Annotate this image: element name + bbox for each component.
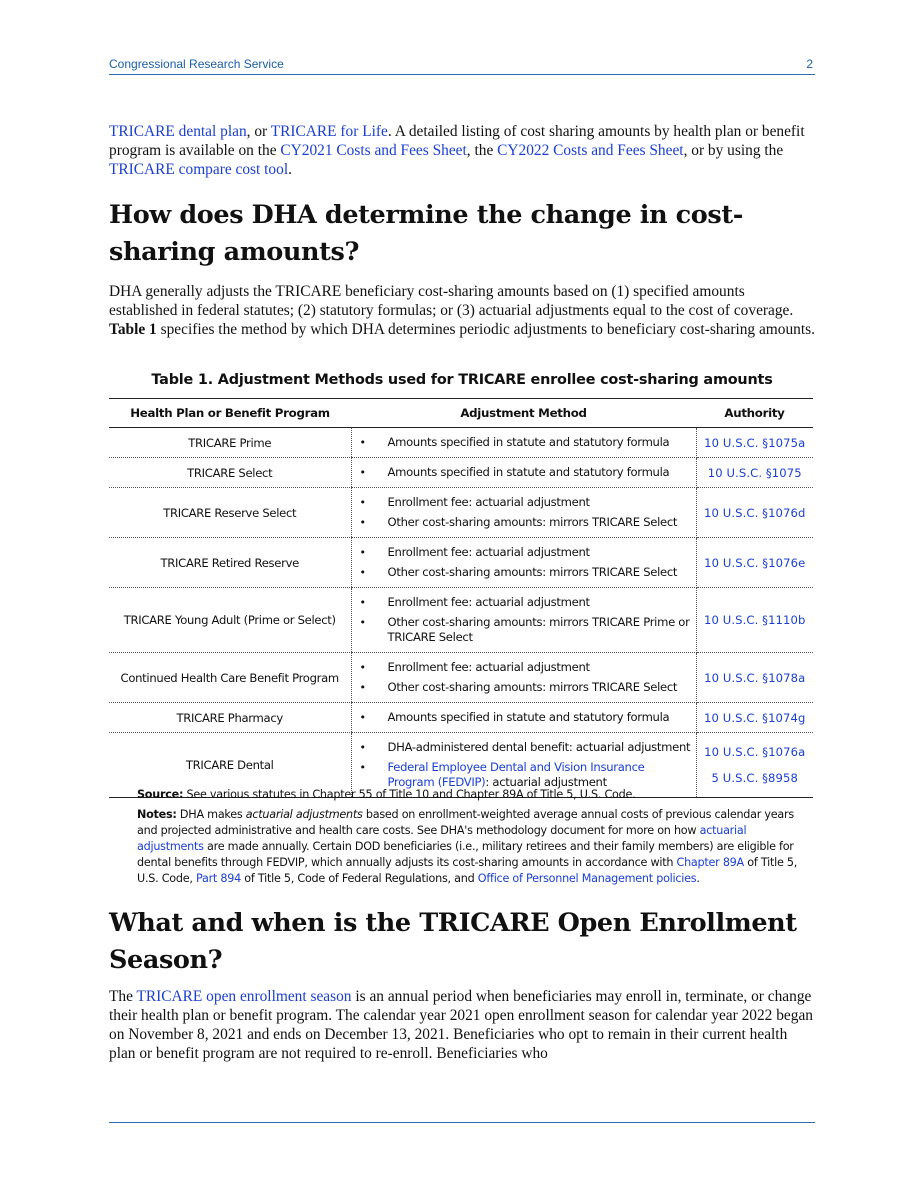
plan-cell: TRICARE Reserve Select (109, 488, 351, 538)
link-opm-policies[interactable]: Office of Personnel Management policies (477, 872, 697, 885)
table-row (109, 458, 813, 488)
link-cy2022-costs[interactable]: CY2022 Costs and Fees Sheet (497, 142, 684, 159)
link-tricare-for-life[interactable]: TRICARE for Life (270, 123, 388, 140)
plan-cell: TRICARE Pharmacy (109, 703, 351, 733)
footer-rule (109, 1122, 815, 1123)
col-header-authority: Authority (696, 399, 813, 428)
header-rule (109, 74, 815, 75)
col-header-plan: Health Plan or Benefit Program (109, 399, 351, 428)
authority-link[interactable]: 10 U.S.C. §1110b (696, 588, 813, 653)
method-cell: • DHA-administered dental benefit: actuarial adjustment • Federal Employee Dental and Vision Insurance Program (FEDVIP): actuarial adjustment (351, 733, 696, 798)
intro-paragraph: TRICARE dental plan, or TRICARE for Life. A detailed listing of cost sharing amounts by health plan or benefit program is available on the CY2021 Costs and Fees Sheet, the CY2022 Costs and Fees Sheet, or by using the TRICARE compare cost tool. (109, 123, 805, 178)
bullet-icon: • (359, 596, 366, 609)
link-cy2021-costs[interactable]: CY2021 Costs and Fees Sheet (280, 142, 467, 159)
authority-link[interactable]: 10 U.S.C. §1076d (696, 488, 813, 538)
method-cell: • Amounts specified in statute and statutory formula (351, 458, 696, 488)
bullet-icon: • (359, 566, 366, 579)
link-part-894[interactable]: Part 894 (195, 872, 241, 885)
table-reference: Table 1 (109, 321, 157, 338)
method-cell: • Amounts specified in statute and statutory formula (351, 428, 696, 458)
method-cell: • Amounts specified in statute and statutory formula (351, 703, 696, 733)
table-caption: Table 1. Adjustment Methods used for TRICARE enrollee cost-sharing amounts (151, 372, 773, 388)
table-row (109, 428, 813, 458)
plan-cell: TRICARE Young Adult (Prime or Select) (109, 588, 351, 653)
authority-link[interactable]: 10 U.S.C. §1075 (696, 458, 813, 488)
link-chapter-89a[interactable]: Chapter 89A (676, 856, 744, 869)
bullet-icon: • (359, 436, 366, 449)
bullet-icon: • (359, 661, 366, 674)
plan-cell: TRICARE Prime (109, 428, 351, 458)
bullet-icon: • (359, 741, 366, 754)
link-actuarial-adjustments[interactable]: actuarial adjustments (137, 824, 747, 853)
method-cell: • Enrollment fee: actuarial adjustment • Other cost-sharing amounts: mirrors TRICARE Prime or TRICARE Select (351, 588, 696, 653)
plan-cell: TRICARE Select (109, 458, 351, 488)
table-row (109, 538, 813, 588)
authority-link[interactable]: 10 U.S.C. §1076a (704, 745, 806, 759)
link-compare-cost-tool[interactable]: TRICARE compare cost tool (109, 161, 289, 178)
table-row (109, 653, 813, 703)
plan-cell: Continued Health Care Benefit Program (109, 653, 351, 703)
section-heading-open-enrollment: What and when is the TRICARE Open Enrollment Season? (109, 908, 797, 975)
authority-link[interactable]: 10 U.S.C. §1078a (696, 653, 813, 703)
link-open-enrollment-season[interactable]: TRICARE open enrollment season (136, 988, 352, 1005)
bullet-icon: • (359, 466, 366, 479)
running-header (109, 57, 815, 75)
adjustment-methods-table (109, 398, 813, 798)
header-org: Congressional Research Service (109, 57, 284, 71)
plan-cell: TRICARE Dental (109, 733, 351, 798)
bullet-icon: • (359, 546, 366, 559)
authority-link[interactable]: 10 U.S.C. §1076e (696, 538, 813, 588)
table-source: Source: See various statutes in Chapter 55 of Title 10 and Chapter 89A of Title 5, U.S. Code. (137, 788, 636, 801)
method-cell: • Enrollment fee: actuarial adjustment • Other cost-sharing amounts: mirrors TRICARE Select (351, 488, 696, 538)
bullet-icon: • (359, 616, 366, 629)
bullet-icon: • (359, 711, 366, 724)
table-row (109, 588, 813, 653)
bullet-icon: • (359, 681, 366, 694)
table-row (109, 488, 813, 538)
authority-link[interactable]: 10 U.S.C. §1074g (696, 703, 813, 733)
section2-paragraph: The TRICARE open enrollment season is an annual period when beneficiaries may enroll in, terminate, or change their health plan or benefit program. The calendar year 2021 open enrollment season for calendar year 2022 began on November 8, 2021 and ends on December 13, 2021. Beneficiaries who opt to remain in their current health plan or benefit program are not required to re-enroll. Beneficiaries who (109, 988, 813, 1062)
table-notes: Notes: DHA makes actuarial adjustments based on enrollment-weighted average annual costs of previous calendar years and projected administrative and health care costs. See DHA's methodology document for more on how actuarial adjustments are made annually. Certain DOD beneficiaries (i.e., military retirees and their family members) are eligible for dental benefits through FEDVIP, which annually adjusts its cost-sharing amounts in accordance with Chapter 89A of Title 5, U.S. Code, Part 894 of Title 5, Code of Federal Regulations, and Office of Personnel Management policies. (137, 808, 798, 885)
bullet-icon: • (359, 761, 366, 774)
bullet-icon: • (359, 496, 366, 509)
link-fedvip[interactable]: Federal Employee Dental and Vision Insurance Program (FEDVIP) (387, 760, 645, 789)
bullet-icon: • (359, 516, 366, 529)
col-header-method: Adjustment Method (351, 399, 696, 428)
method-cell: • Enrollment fee: actuarial adjustment • Other cost-sharing amounts: mirrors TRICARE Select (351, 653, 696, 703)
link-tricare-dental-plan[interactable]: TRICARE dental plan (109, 123, 247, 140)
authority-link[interactable]: 10 U.S.C. §1075a (696, 428, 813, 458)
table-row (109, 703, 813, 733)
method-cell: • Enrollment fee: actuarial adjustment • Other cost-sharing amounts: mirrors TRICARE Select (351, 538, 696, 588)
table-header-row (109, 399, 813, 428)
section1-paragraph: DHA generally adjusts the TRICARE beneficiary cost-sharing amounts based on (1) specified amounts established in federal statutes; (2) statutory formulas; or (3) actuarial adjustments equal to the cost of coverage. Table 1 specifies the method by which DHA determines periodic adjustments to beneficiary cost-sharing amounts. (109, 283, 815, 338)
section-heading-cost-sharing: How does DHA determine the change in cost-sharing amounts? (109, 200, 743, 267)
plan-cell: TRICARE Retired Reserve (109, 538, 351, 588)
page-number: 2 (806, 57, 813, 71)
authority-link[interactable]: 5 U.S.C. §8958 (711, 771, 798, 785)
